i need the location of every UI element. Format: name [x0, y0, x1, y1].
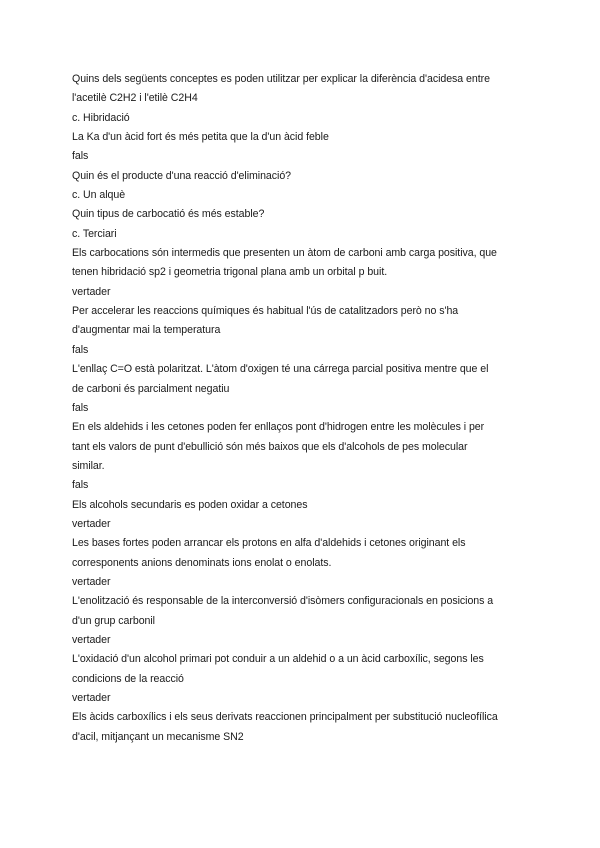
question-text: condicions de la reacció — [72, 672, 184, 685]
question-text: L'enolització és responsable de la interconversió d'isòmers configuracionals en posicions a — [72, 595, 494, 608]
answer-text: vertader — [72, 575, 111, 588]
question-text: tant els valors de punt d'ebullició són més baixos que els d'alcohols de pes molecular — [72, 440, 468, 453]
answer-text: fals — [72, 479, 89, 492]
answer-text: vertader — [72, 285, 111, 298]
answer-text: c. Un alquè — [72, 189, 126, 202]
question-text: d'augmentar mai la temperatura — [72, 324, 221, 337]
answer-text: c. Terciari — [72, 227, 117, 240]
answer-text: fals — [72, 150, 89, 163]
question-text: tenen hibridació sp2 i geometria trigonal plana amb un orbital p buit. — [72, 266, 388, 279]
question-text: Els alcohols secundaris es poden oxidar a cetones — [72, 498, 308, 511]
question-text: Per accelerar les reaccions químiques és habitual l'ús de catalitzadors però no s'ha — [72, 305, 459, 318]
answer-text: fals — [72, 401, 89, 414]
question-text: Quin és el producte d'una reacció d'eliminació? — [72, 169, 291, 182]
question-text: En els aldehids i les cetones poden fer enllaços pont d'hidrogen entre les molècules i per — [72, 421, 485, 434]
question-text: d'acil, mitjançant un mecanisme SN2 — [72, 730, 244, 743]
answer-text: vertader — [72, 692, 111, 704]
question-text: similar. — [72, 459, 105, 472]
question-text: Quins dels següents conceptes es poden utilitzar per explicar la diferència d'acidesa entre — [72, 73, 490, 85]
question-text: L'enllaç C=O està polaritzat. L'àtom d'oxigen té una cárrega parcial positiva mentre que el — [72, 363, 489, 376]
answer-text: vertader — [72, 517, 111, 530]
document-page — [72, 70, 534, 747]
question-text: L'oxidació d'un alcohol primari pot conduir a un aldehid o a un àcid carboxílic, segons les — [72, 653, 484, 666]
question-text: corresponents anions denominats ions enolat o enolats. — [72, 556, 332, 569]
question-text: La Ka d'un àcid fort és més petita que la d'un àcid feble — [72, 131, 329, 144]
question-text: de carboni és parcialment negatiu — [72, 382, 230, 395]
answer-text: fals — [72, 343, 89, 356]
question-text: l'acetilè C2H2 i l'etilè C2H4 — [72, 92, 198, 105]
question-text: Els àcids carboxílics i els seus derivats reaccionen principalment per substitució nucleofílica — [72, 711, 498, 724]
question-text: Les bases fortes poden arrancar els protons en alfa d'aldehids i cetones originant els — [72, 537, 466, 550]
answer-text: c. Hibridació — [72, 111, 130, 124]
question-text: Quin tipus de carbocatió és més estable? — [72, 208, 265, 221]
answer-text: vertader — [72, 633, 111, 646]
question-text: Els carbocations són intermedis que presenten un àtom de carboni amb carga positiva, que — [72, 247, 497, 260]
question-text: d'un grup carbonil — [72, 614, 155, 627]
